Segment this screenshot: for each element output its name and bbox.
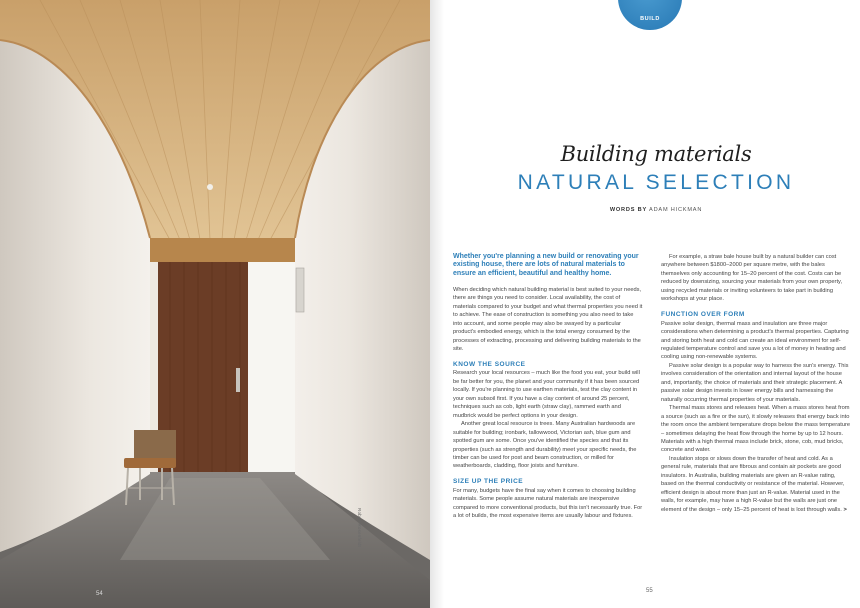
side-window (248, 262, 295, 472)
paragraph: Passive solar design is a popular way to harness the sun's energy. This involves consideration of the orientation and internal layout of the house and, importantly, the choice of materials and their strategic placement. A passive solar design invests in lower energy bills and harnessing the naturally occurring thermal properties of your materials. (661, 362, 849, 403)
article-headline: NATURAL SELECTION (517, 171, 795, 194)
right-page-number: 55 (646, 588, 653, 594)
article-kicker: Building materials (560, 142, 752, 166)
paragraph: Research your local resources – much like the food you eat, your build will be far better for you, the planet and your community if it has been sourced locally. If you're planning to use earthen materials, test the clay content in your own subsoil first. If you have a clay content of around 25 percent, techniques such as cob, light earth (straw clay), rammed earth and mudbrick would be perfect options in your design. (453, 370, 640, 419)
lintel (150, 238, 295, 262)
paragraph (661, 455, 851, 514)
paragraph: For example, a straw bale house built by a natural builder can cost anywhere between $1800–2000 per square metre, with the bales themselves only accounting for 15–20 percent of the cost. Costs can be reduced by downsizing, sourcing your materials from your own property, using recycled materials or inviting volunteers to take part in building workshops at your place. (661, 254, 843, 303)
page-gutter (430, 0, 444, 608)
text-column-2 (661, 253, 851, 514)
wall-artwork (296, 268, 304, 312)
paragraph: When deciding which natural building material is best suited to your needs, there are things you need to consider. Local availability, the cost of materials compared to your budget and what thermal properties you need it to achieve. The ease of construction is something you also need to take into account, and some people may also be swayed by a particular product's embodied energy, which is the total energy consumed by the processes of extracting, processing and delivering building materials to the site. (453, 286, 643, 353)
byline (460, 207, 852, 213)
ceiling-light (207, 184, 213, 190)
article-intro: Whether you're planning a new build or renovating your existing house, there are lots of natural materials to ensure an efficient, beautiful and healthy home. (453, 253, 639, 277)
text-column-1 (453, 253, 643, 521)
paragraph: For many, budgets have the final say when it comes to choosing building materials. Some people assume natural materials are inexpensive compared to more conventional products, but this isn't necessarily true. For a lot of builds, the most expensive items are usually labour and fixtures. (453, 487, 643, 520)
left-page-number: 54 (96, 591, 103, 597)
section-badge (618, 0, 682, 30)
byline-prefix: WORDS BY (609, 207, 647, 213)
paragraph: Thermal mass stores and releases heat. When a mass stores heat from a source (such as a fire or the sun), it slowly releases that energy back into the room once the ambient temperature drops below the mass temperature – sometimes delaying the heat flow through the home by up to 12 hours. Materials with a high thermal mass include brick, stone, cob, mud bricks, concrete and water. (661, 405, 851, 454)
photo-credit: Robyn Rosenfeldt (357, 508, 362, 547)
paragraph: Another great local resource is trees. Many Australian hardwoods are suitable for building; ironbark, tallowwood, Victorian ash, blue gum and spotted gum are some. Once you've identified the species and that its properties (such as strength and durability) meet your specific needs, the timber can be used for post and beam construction, or milled for weatherboards, cladding, floor joists and furniture. (453, 421, 637, 470)
continue-arrow-icon: > (843, 506, 847, 513)
door-handle (236, 368, 240, 392)
paragraph-text: Insulation stops or slows down the transfer of heat and cold. As a general rule, materials that are fibrous and contain air pockets are good insulators. In Australia, building materials are given an R-value rating, based on the thermal conductivity or resistance of the material. However, efficient design is about more than just an R-value. Material used in the walls, for example, may have a high R-value but the walls are just one element of the design – only 15–25 percent of heat is lost through walls. (661, 455, 845, 513)
byline-author: ADAM HICKMAN (649, 207, 703, 213)
section-badge-label: BUILD (640, 16, 660, 22)
subheading-function-over-form: FUNCTION OVER FORM (661, 310, 745, 318)
paragraph: Passive solar design, thermal mass and insulation are three major considerations when determining a product's thermal properties. Capturing and storing both heat and cold can create an ideal environment for self-regulated temperature control and save you a lot of money in heating and cooling using non-renewable systems. (661, 320, 849, 361)
subheading-know-the-source: KNOW THE SOURCE (453, 360, 526, 368)
subheading-size-up-the-price: SIZE UP THE PRICE (453, 477, 524, 485)
